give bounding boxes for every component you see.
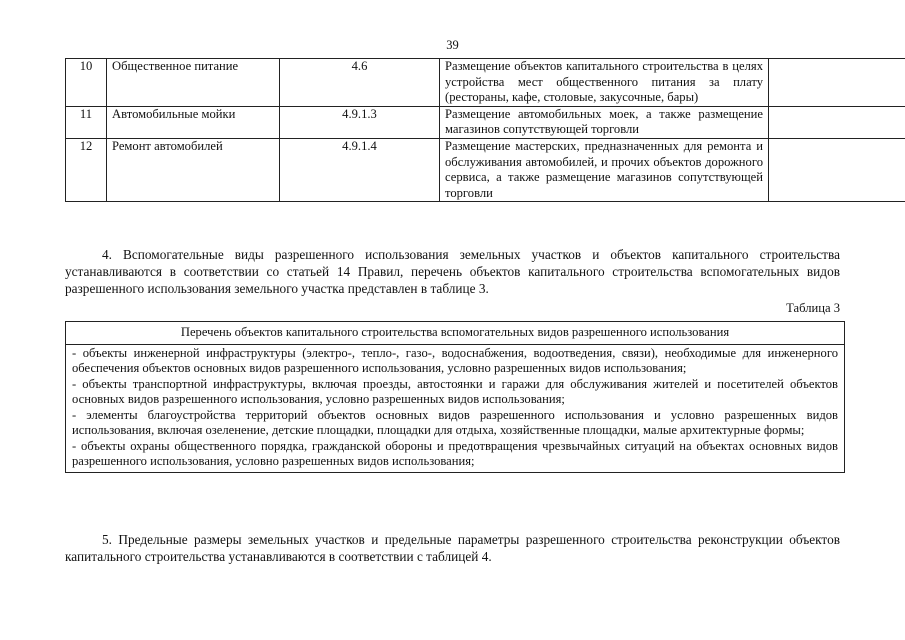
table-row bbox=[66, 106, 905, 138]
list-item: - объекты охраны общественного порядка, гражданской обороны и предотвращения чрезвычайных ситуаций на объектах основных видов разрешенного использования, условно разрешенных видов использования; bbox=[72, 438, 838, 468]
use-description: Размещение мастерских, предназначенных для ремонта и обслуживания автомобилей, и прочих объектов дорожного сервиса, а также размещение магазинов сопутствующей торговли bbox=[440, 138, 769, 201]
page-number: 39 bbox=[446, 38, 459, 52]
extra-cell bbox=[769, 138, 905, 201]
paragraph-4: 4. Вспомогательные виды разрешенного использования земельных участков и объектов капитального строительства устанавливаются в соответствии со статьей 14 Правил, перечень объектов капитального строительства вспомогательных видов разрешенного использования земельного участка представлен в таблице 3. bbox=[65, 247, 840, 296]
land-use-table bbox=[65, 58, 905, 202]
list-item: - объекты транспортной инфраструктуры, включая проезды, автостоянки и гаражи для обслуживания жителей и посетителей объектов основных видов разрешенного использования, условно разрешенных видов использования; bbox=[72, 376, 838, 406]
use-description: Размещение объектов капитального строительства в целях устройства мест общественного питания за плату (рестораны, кафе, столовые, закусочные, бары) bbox=[440, 59, 769, 107]
use-code: 4.9.1.3 bbox=[280, 106, 440, 138]
auxiliary-uses-header: Перечень объектов капитального строительства вспомогательных видов разрешенного использования bbox=[66, 322, 844, 345]
use-code: 4.9.1.4 bbox=[280, 138, 440, 201]
auxiliary-uses-list bbox=[66, 345, 844, 472]
row-number: 12 bbox=[66, 138, 107, 201]
use-name: Общественное питание bbox=[107, 59, 280, 107]
table-3-caption: Таблица 3 bbox=[786, 301, 840, 315]
row-number: 11 bbox=[66, 106, 107, 138]
extra-cell bbox=[769, 59, 905, 107]
paragraph-5: 5. Предельные размеры земельных участков и предельные параметры разрешенного строительства реконструкции объектов капитального строительства устанавливаются в соответствии с таблицей 4. bbox=[65, 532, 840, 565]
list-item: - элементы благоустройства территорий объектов основных видов разрешенного использования и условно разрешенных видов использования, включая озеленение, детские площадки, площадки для отдыха, хозяйственные площадки, малые архитектурные формы; bbox=[72, 407, 838, 437]
use-description: Размещение автомобильных моек, а также размещение магазинов сопутствующей торговли bbox=[440, 106, 769, 138]
use-name: Автомобильные мойки bbox=[107, 106, 280, 138]
auxiliary-uses-table bbox=[65, 321, 845, 473]
list-item: - объекты инженерной инфраструктуры (электро-, тепло-, газо-, водоснабжения, водоотведения, связи), необходимые для инженерного обеспечения объектов основных видов разрешенного использования, условно разрешенных видов использования; bbox=[72, 345, 838, 375]
row-number: 10 bbox=[66, 59, 107, 107]
use-code: 4.6 bbox=[280, 59, 440, 107]
use-name: Ремонт автомобилей bbox=[107, 138, 280, 201]
extra-cell bbox=[769, 106, 905, 138]
table-row bbox=[66, 138, 905, 201]
table-row bbox=[66, 59, 905, 107]
